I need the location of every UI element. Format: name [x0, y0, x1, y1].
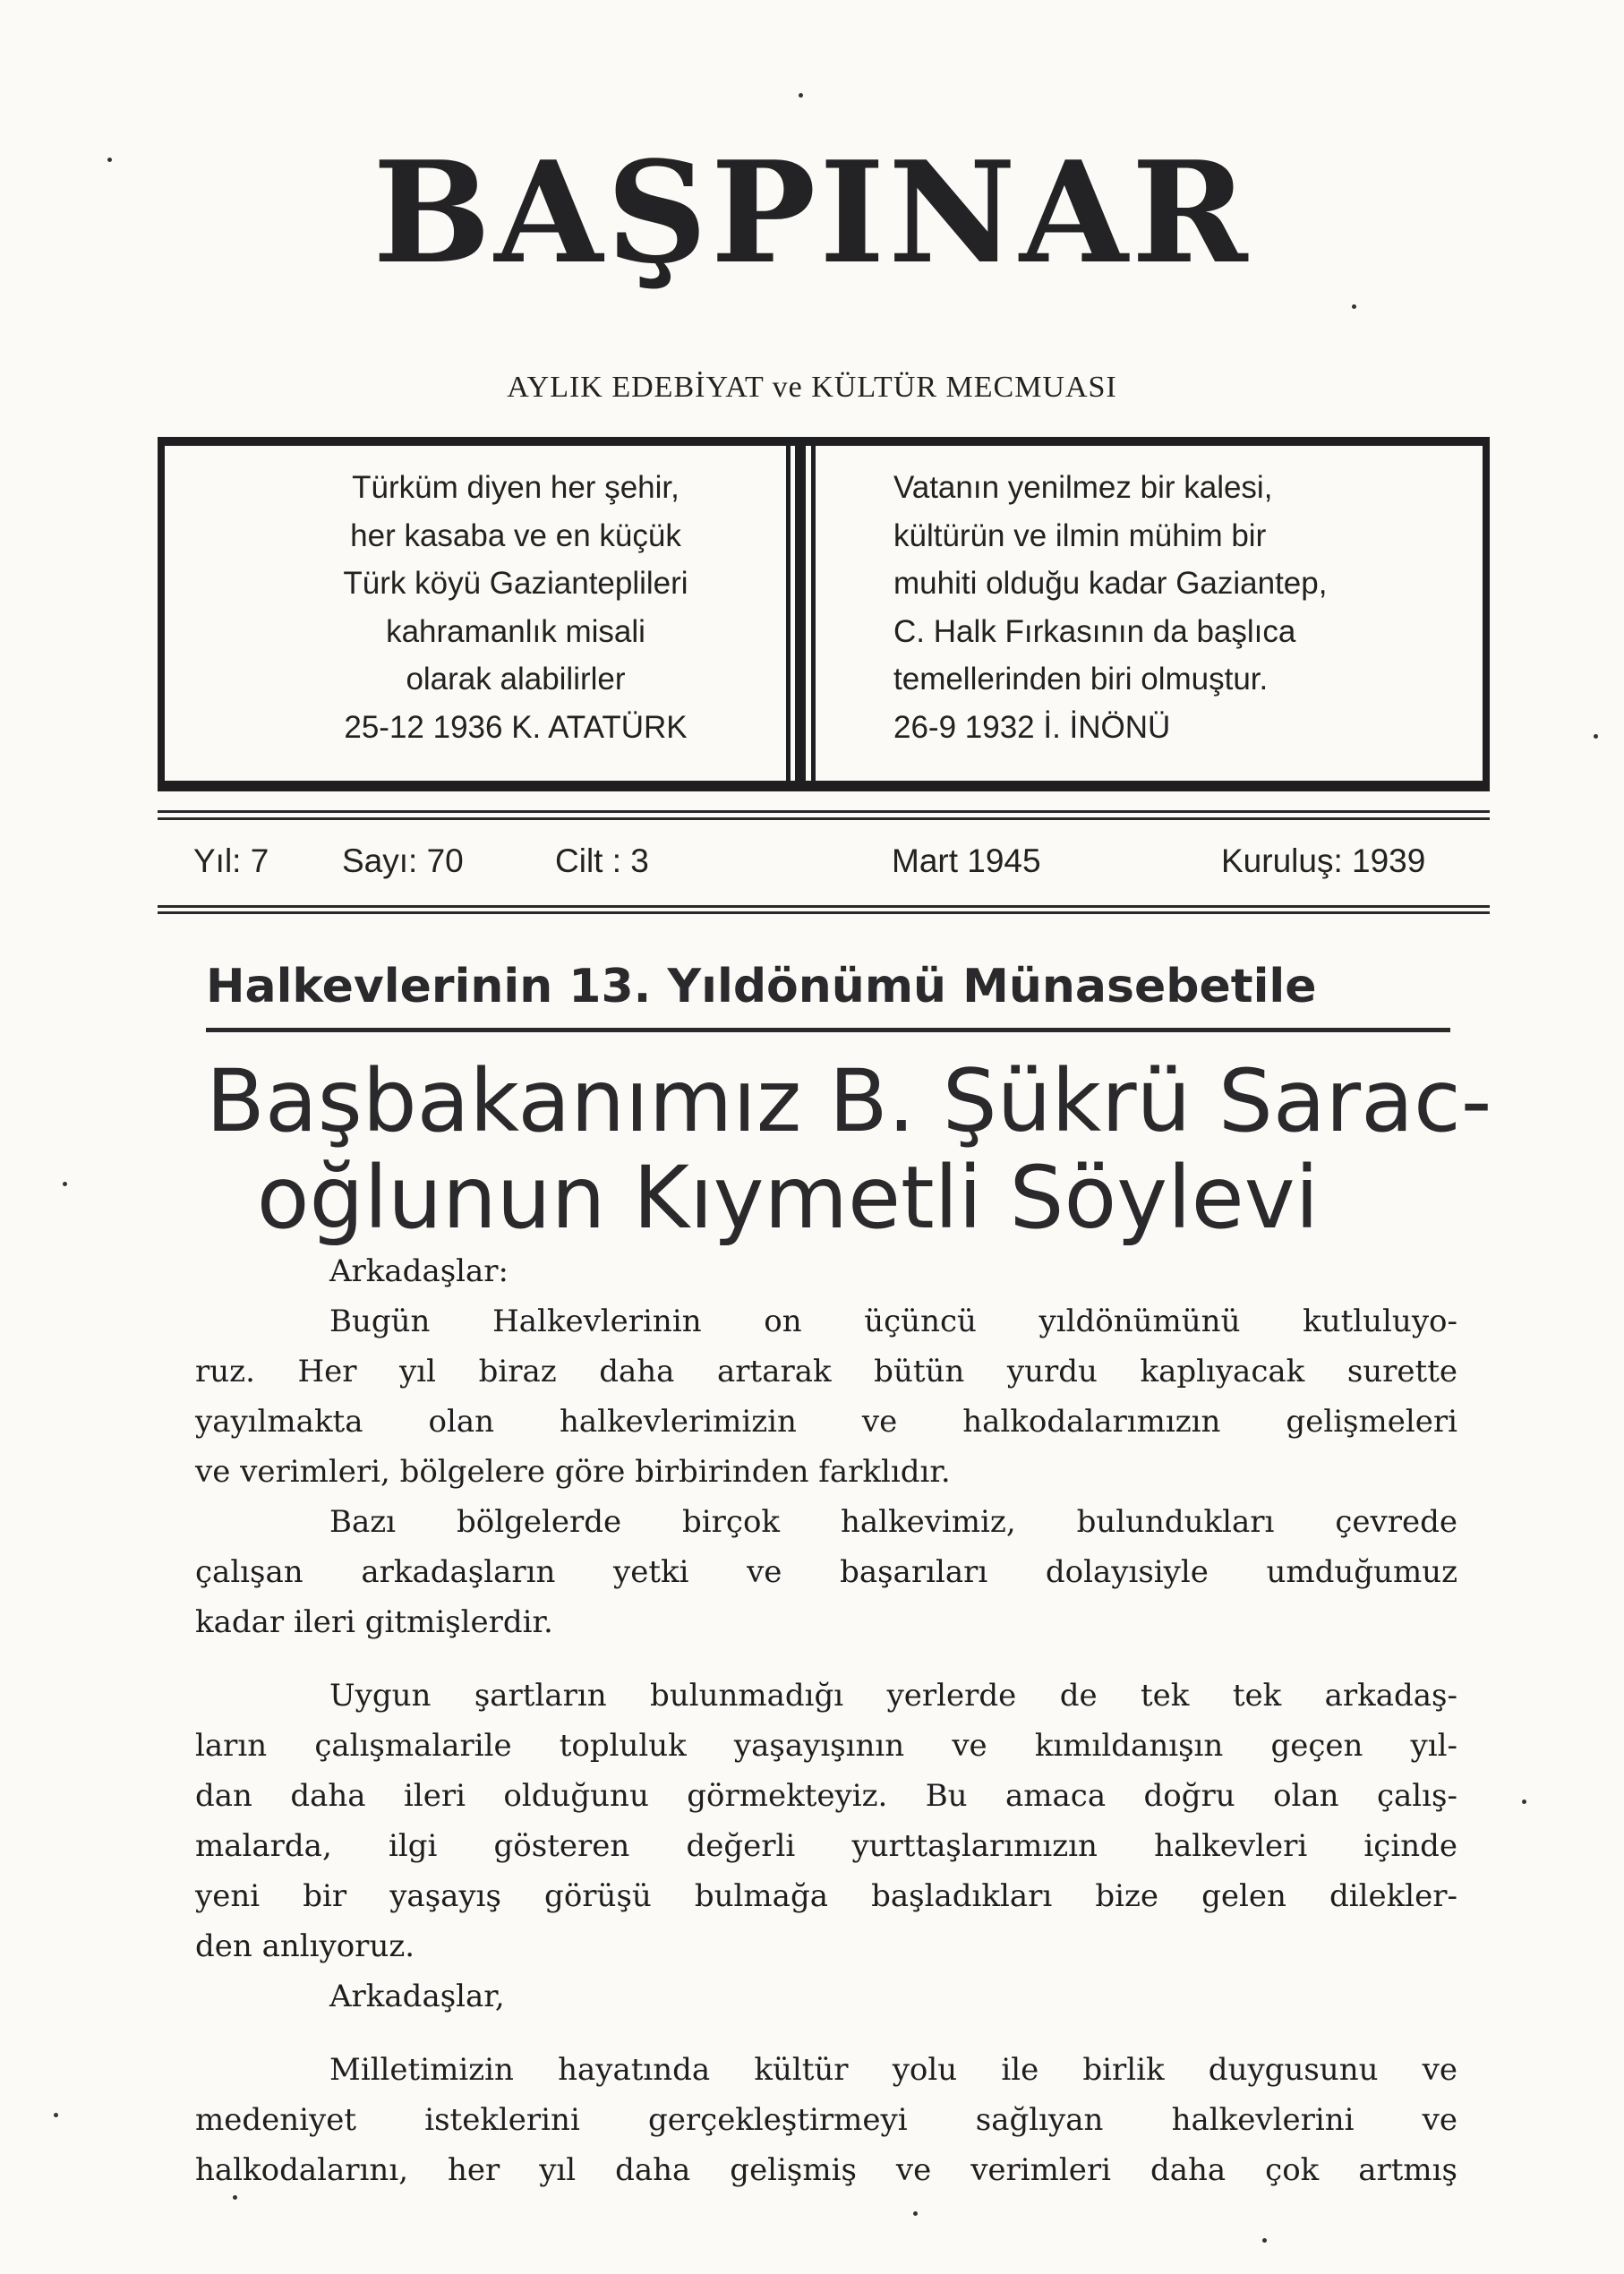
quote-line: C. Halk Fırkasının da başlıca [893, 613, 1296, 649]
issue-year: Yıl: 7 [193, 842, 269, 879]
scan-speck [107, 158, 112, 162]
issue-volume: Cilt : 3 [555, 842, 649, 879]
salutation-2: Arkadaşlar, [329, 1979, 505, 2014]
body-line: ruz. Her yıl biraz daha artarak bütün yurdu kaplıyacak surette [195, 1354, 1457, 1389]
article-title-line-1: Başbakanımız B. Şükrü Sarac- [206, 1051, 1492, 1151]
scan-speck [1352, 304, 1356, 309]
body-line: Bugün Halkevlerinin on üçüncü yıldönümünü kutluluyo- [329, 1304, 1457, 1339]
issue-info-bar [158, 810, 1490, 918]
quote-box-right-rule [1483, 437, 1490, 791]
quote-box [158, 437, 1490, 791]
scan-speck [913, 2211, 918, 2216]
body-line: yeni bir yaşayış görüşü bulmağa başladıkları bize gelen dilekler- [195, 1878, 1457, 1914]
body-line: Uygun şartların bulunmadığı yerlerde de tek tek arkadaş- [329, 1678, 1457, 1714]
ataturk-quote [184, 464, 847, 751]
salutation: Arkadaşlar: [329, 1253, 509, 1289]
article-headline: Halkevlerinin 13. Yıldönümü Münasebetile [206, 960, 1317, 1013]
issue-number: Sayı: 70 [342, 842, 464, 879]
article-body [195, 1246, 1457, 2195]
body-line: Bazı bölgelerde birçok halkevimiz, bulundukları çevrede [329, 1504, 1457, 1540]
ataturk-signature: 25-12 1936 K. ATATÜRK [344, 709, 688, 745]
body-line: kadar ileri gitmişlerdir. [195, 1604, 553, 1640]
article-title-line-2: oğlunun Kıymetli Söylevi [256, 1148, 1320, 1248]
headline-rule [206, 1028, 1450, 1032]
scan-speck [1522, 1800, 1526, 1804]
body-line: dan daha ileri olduğunu görmekteyiz. Bu amaca doğru olan çalış- [195, 1778, 1457, 1814]
quote-line: olarak alabilirler [406, 662, 626, 697]
body-line: çalışan arkadaşların yetki ve başarıları dolayısiyle umduğumuz [195, 1554, 1457, 1590]
issue-rule-top [158, 810, 1490, 813]
issue-founded: Kuruluş: 1939 [1221, 842, 1426, 879]
body-line: halkodalarını, her yıl daha gelişmiş ve verimleri daha çok artmış [195, 2152, 1457, 2188]
quote-line: kültürün ve ilmin mühim bir [893, 517, 1267, 553]
body-line: den anlıyoruz. [195, 1928, 415, 1964]
quote-line: kahramanlık misali [386, 613, 645, 649]
scan-speck [1262, 2238, 1267, 2243]
inonu-signature: 26-9 1932 İ. İNÖNÜ [893, 709, 1171, 745]
inonu-quote [893, 464, 1475, 751]
masthead-subtitle: AYLIK EDEBİYAT ve KÜLTÜR MECMUASI [507, 371, 1117, 404]
quote-box-bottom-rule [158, 781, 1490, 791]
quote-line: Türküm diyen her şehir, [352, 470, 680, 505]
body-line: yayılmakta olan halkevlerimizin ve halkodalarımızın gelişmeleri [195, 1404, 1457, 1440]
quote-box-left-rule [158, 437, 165, 791]
body-line: medeniyet isteklerini gerçekleştirmeyi sağlıyan halkevlerini ve [195, 2102, 1457, 2138]
masthead-title: BAŞPINAR [372, 131, 1252, 295]
issue-rule-bottom [158, 905, 1490, 908]
body-line: malarda, ilgi gösteren değerli yurttaşlarımızın halkevleri içinde [195, 1828, 1457, 1864]
quote-line: temellerinden biri olmuştur. [893, 662, 1269, 697]
scan-speck [54, 2113, 58, 2117]
body-line: ların çalışmalarile topluluk yaşayışının ve kımıldanışın geçen yıl- [195, 1728, 1457, 1764]
issue-date: Mart 1945 [892, 842, 1041, 879]
scan-speck [1594, 734, 1598, 739]
body-line: Milletimizin hayatında kültür yolu ile birlik duygusunu ve [329, 2052, 1457, 2088]
quote-line: Türk köyü Gazianteplileri [343, 566, 688, 601]
quote-line: muhiti olduğu kadar Gaziantep, [893, 566, 1328, 601]
quote-line: Vatanın yenilmez bir kalesi, [893, 470, 1273, 505]
issue-rule-top-2 [158, 817, 1490, 820]
quote-line: her kasaba ve en küçük [350, 517, 681, 553]
scan-speck [799, 93, 803, 98]
quote-box-top-rule [158, 437, 1490, 446]
body-line: ve verimleri, bölgelere göre birbirinden farklıdır. [195, 1454, 951, 1490]
scan-speck [233, 2195, 237, 2200]
issue-rule-bottom-2 [158, 911, 1490, 914]
scan-speck [63, 1182, 67, 1186]
